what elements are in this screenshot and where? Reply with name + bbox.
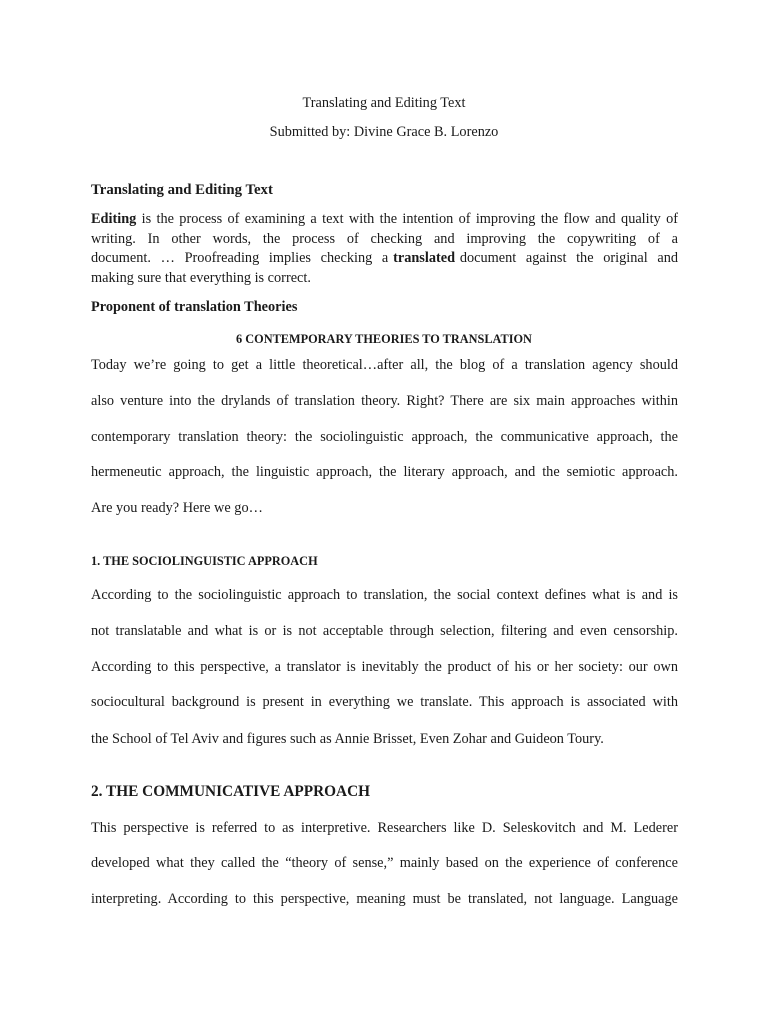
- proponent-heading: Proponent of translation Theories: [91, 299, 298, 315]
- editing-line-1-text: is the process of examining a text with the intention of improving the flow and quality of: [136, 211, 678, 227]
- editing-line-2: writing. In other words, the process of checking and improving the copywriting of a: [91, 231, 678, 247]
- section1-line-1: According to the sociolinguistic approach to translation, the social context defines what is and is: [91, 587, 678, 603]
- section1-line-4: sociocultural background is present in everything we translate. This approach is associated with: [91, 694, 678, 710]
- document-title: Translating and Editing Text: [302, 95, 466, 111]
- editing-line-3: [91, 250, 678, 267]
- section2-line-3: interpreting. According to this perspective, meaning must be translated, not language. Language: [91, 891, 678, 907]
- translated-term: translated: [393, 250, 456, 266]
- editing-line-1: [91, 211, 678, 228]
- editing-line-4: making sure that everything is correct.: [91, 270, 311, 286]
- section1-line-3: According to this perspective, a translator is inevitably the product of his or her society: our own: [91, 659, 678, 675]
- editing-line-3-post: document against the original and: [455, 250, 678, 266]
- section2-heading: 2. THE COMMUNICATIVE APPROACH: [91, 783, 371, 800]
- section1-heading: 1. THE SOCIOLINGUISTIC APPROACH: [91, 554, 318, 568]
- section1-line-2: not translatable and what is or is not acceptable through selection, filtering and even censorship.: [91, 623, 678, 639]
- editing-line-3-pre: document. … Proofreading implies checking a: [91, 250, 394, 266]
- editing-term: Editing: [91, 211, 137, 227]
- intro-line-5: Are you ready? Here we go…: [91, 500, 263, 516]
- theories-heading: 6 CONTEMPORARY THEORIES TO TRANSLATION: [236, 332, 532, 346]
- section-heading: Translating and Editing Text: [91, 182, 273, 198]
- section2-line-2: developed what they called the “theory of sense,” mainly based on the experience of conference: [91, 855, 678, 871]
- section2-line-1: This perspective is referred to as interpretive. Researchers like D. Seleskovitch and M. Lederer: [91, 820, 678, 836]
- section1-line-5: the School of Tel Aviv and figures such as Annie Brisset, Even Zohar and Guideon Toury.: [91, 731, 604, 747]
- intro-line-3: contemporary translation theory: the sociolinguistic approach, the communicative approach, the: [91, 429, 678, 445]
- submitted-by: Submitted by: Divine Grace B. Lorenzo: [269, 124, 499, 140]
- intro-line-4: hermeneutic approach, the linguistic approach, the literary approach, and the semiotic approach.: [91, 464, 678, 480]
- intro-line-1: Today we’re going to get a little theoretical…after all, the blog of a translation agency should: [91, 357, 678, 373]
- intro-line-2: also venture into the drylands of translation theory. Right? There are six main approaches within: [91, 393, 678, 409]
